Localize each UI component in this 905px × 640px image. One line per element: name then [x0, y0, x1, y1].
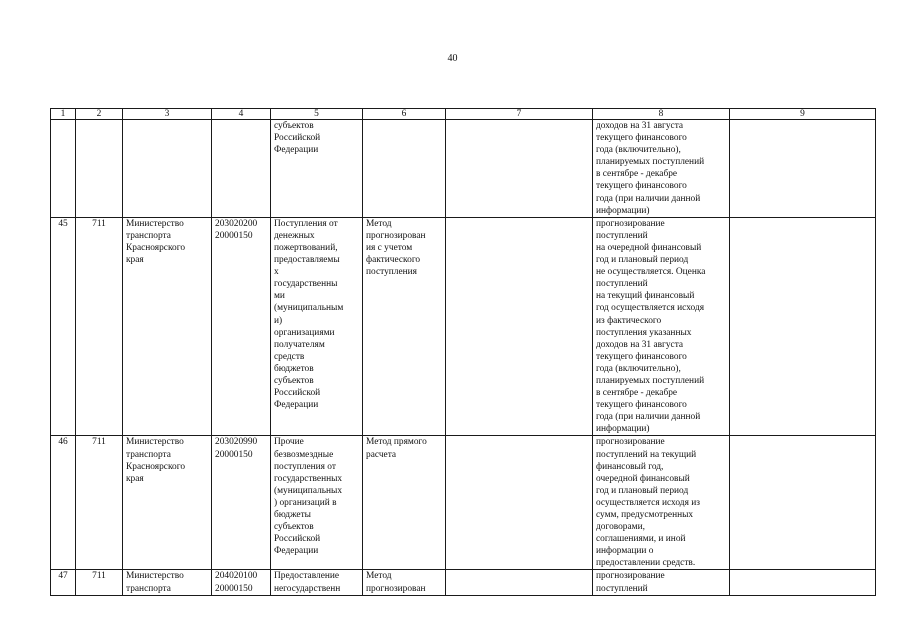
col-header-5: 5 — [271, 109, 363, 120]
col-header-4: 4 — [212, 109, 271, 120]
col-header-6: 6 — [363, 109, 446, 120]
cell-administrator: Министерство транспорта — [123, 570, 212, 595]
table-row — [51, 570, 876, 595]
cell-administrator: Министерство транспорта Красноярского края — [123, 436, 212, 570]
cell-formula — [446, 217, 593, 436]
col-header-8: 8 — [593, 109, 730, 120]
col-header-2: 2 — [76, 109, 123, 120]
cell-method: Метод прогнозирован ия с учетом фактического поступления — [363, 217, 446, 436]
cell-administrator: Министерство транспорта Красноярского края — [123, 217, 212, 436]
cell-algorithm: доходов на 31 августа текущего финансового года (включительно), планируемых поступлений в сентябре - декабре текущего финансового года (при наличии данной информации) — [593, 120, 730, 218]
cell-name: Поступления от денежных пожертвований, предоставляемы х государственны ми (муниципальным и) организациями получателям средств бюджетов субъектов Российской Федерации — [271, 217, 363, 436]
cell-algorithm: прогнозирование поступлений на текущий финансовый год, очередной финансовый год и плановый период осуществляется исходя из сумм, предусмотренных договорами, соглашениями, и иной информации о предоставлении средств. — [593, 436, 730, 570]
forecast-methods-table — [50, 108, 876, 596]
cell-note — [730, 436, 876, 570]
col-header-9: 9 — [730, 109, 876, 120]
cell-name: субъектов Российской Федерации — [271, 120, 363, 218]
cell-algorithm: прогнозирование поступлений — [593, 570, 730, 595]
cell-budget-code: 204020100 20000150 — [212, 570, 271, 595]
cell-admin-code: 711 — [76, 436, 123, 570]
cell-formula — [446, 570, 593, 595]
cell-budget-code: 203020200 20000150 — [212, 217, 271, 436]
cell-note — [730, 217, 876, 436]
col-header-3: 3 — [123, 109, 212, 120]
cell-row-number: 46 — [51, 436, 76, 570]
page-number: 40 — [447, 53, 458, 64]
col-header-1: 1 — [51, 109, 76, 120]
cell-name: Прочие безвозмездные поступления от государственных (муниципальных ) организаций в бюджеты субъектов Российской Федерации — [271, 436, 363, 570]
cell-budget-code: 203020990 20000150 — [212, 436, 271, 570]
cell-admin-code: 711 — [76, 217, 123, 436]
column-number-row — [51, 109, 876, 120]
cell-method: Метод прямого расчета — [363, 436, 446, 570]
cell-row-number: 47 — [51, 570, 76, 595]
table-row — [51, 217, 876, 436]
cell-method: Метод прогнозирован — [363, 570, 446, 595]
cell-admin-code: 711 — [76, 570, 123, 595]
cell-note — [730, 570, 876, 595]
cell-row-number: 45 — [51, 217, 76, 436]
table-row — [51, 436, 876, 570]
col-header-7: 7 — [446, 109, 593, 120]
cell-algorithm: прогнозирование поступлений на очередной финансовый год и плановый период не осуществляется. Оценка поступлений на текущий финансовый год осуществляется исходя из фактического поступления указанных доходов на 31 августа текущего финансового года (включительно), планируемых поступлений в сентябре - декабре текущего финансового года (при наличии данной информации) — [593, 217, 730, 436]
cell-formula — [446, 436, 593, 570]
continuation-row — [51, 120, 876, 218]
cell-name: Предоставление негосударственн — [271, 570, 363, 595]
